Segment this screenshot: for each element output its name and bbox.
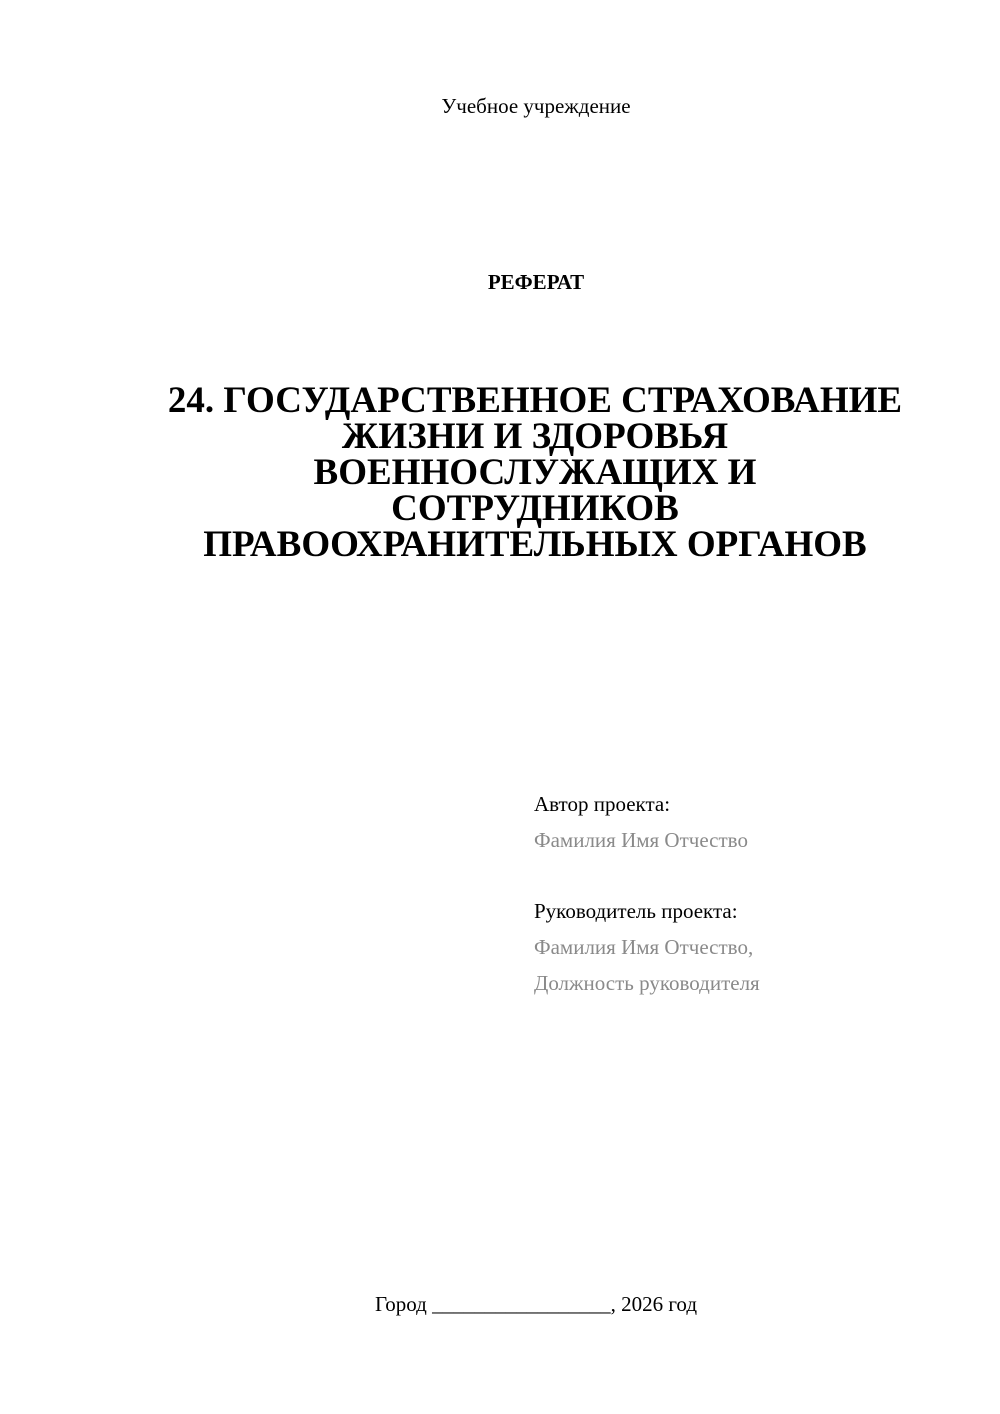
title-line: СОТРУДНИКОВ <box>391 488 679 529</box>
document-title <box>140 380 930 565</box>
title-line: ВОЕННОСЛУЖАЩИХ И <box>313 452 757 493</box>
institution-name: Учебное учреждение <box>441 94 631 118</box>
author-name-placeholder: Фамилия Имя Отчество <box>534 828 748 852</box>
city-year-line: Город _________________, 2026 год <box>374 1292 698 1316</box>
supervisor-name-placeholder: Фамилия Имя Отчество, <box>534 935 754 959</box>
document-type: РЕФЕРАТ <box>487 270 585 294</box>
author-label: Автор проекта: <box>534 792 671 816</box>
title-line: ЖИЗНИ И ЗДОРОВЬЯ <box>341 416 729 457</box>
author-block <box>534 786 748 858</box>
supervisor-block <box>534 893 760 1001</box>
title-line: ПРАВООХРАНИТЕЛЬНЫХ ОРГАНОВ <box>203 524 867 565</box>
supervisor-position-placeholder: Должность руководителя <box>534 971 760 995</box>
supervisor-label: Руководитель проекта: <box>534 899 738 923</box>
title-line: 24. ГОСУДАРСТВЕННОЕ СТРАХОВАНИЕ <box>167 380 903 421</box>
